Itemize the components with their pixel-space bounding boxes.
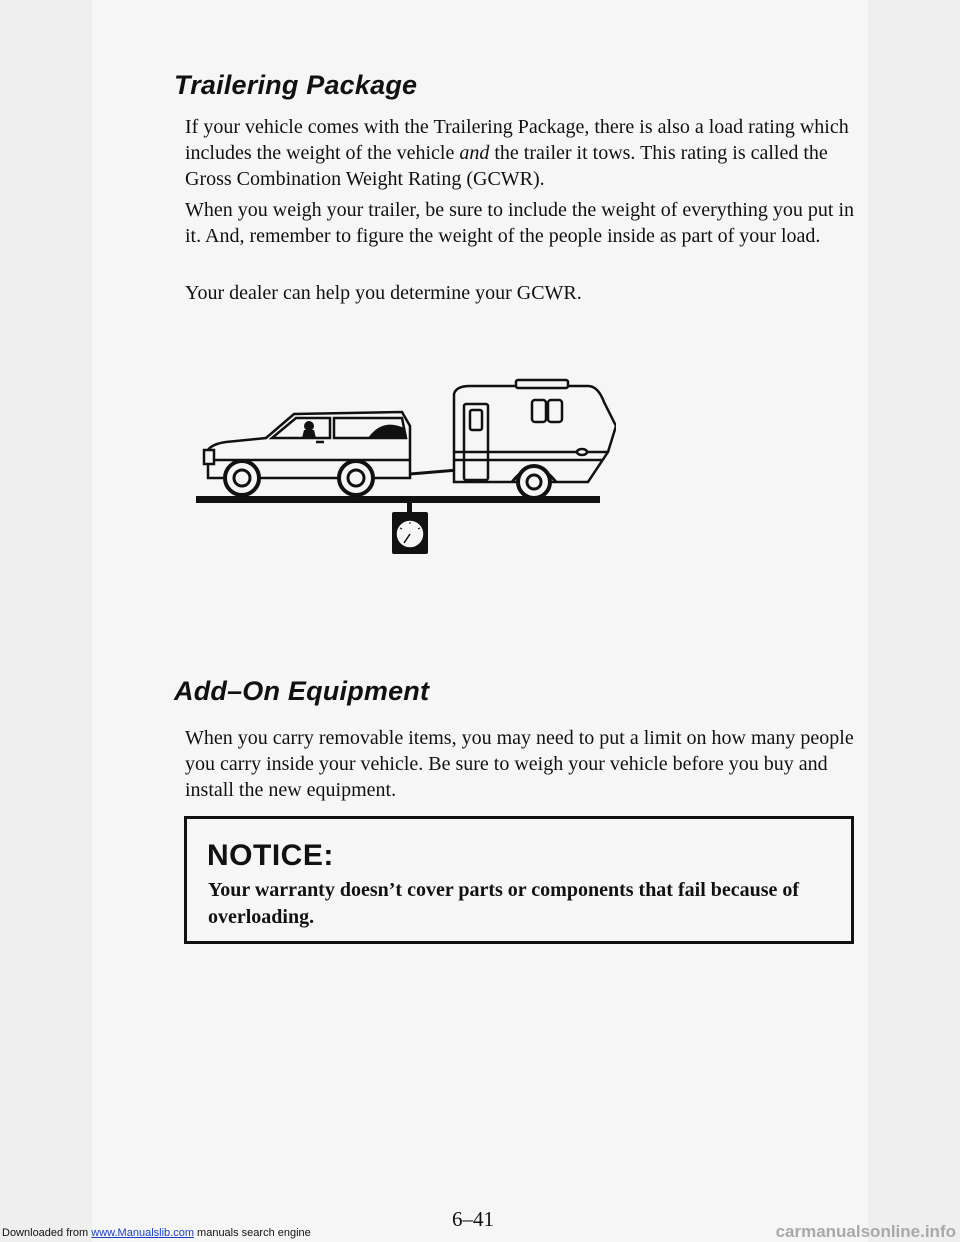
paragraph-emphasis: and bbox=[459, 142, 490, 164]
page-number: 6–41 bbox=[452, 1207, 494, 1231]
notice-box bbox=[184, 816, 854, 944]
notice-title: NOTICE: bbox=[207, 839, 334, 872]
section-heading-trailering-package: Trailering Package bbox=[174, 70, 418, 100]
section-heading-add-on-equipment: Add–On Equipment bbox=[174, 676, 430, 706]
footer-suffix: manuals search engine bbox=[193, 1227, 311, 1239]
download-footer bbox=[2, 1227, 311, 1239]
footer-prefix: Downloaded from bbox=[2, 1227, 92, 1239]
manualslib-link[interactable]: www.Manualslib.com bbox=[91, 1227, 194, 1239]
paragraph-dealer-help: Your dealer can help you determine your GCWR. bbox=[185, 282, 582, 304]
paragraph-text-after: the trailer it tows. This rating is called the Gross Combination Weight Rating (GCWR). bbox=[185, 142, 828, 190]
scale-dial-icon bbox=[392, 512, 428, 554]
trailer-hitch bbox=[410, 470, 458, 474]
notice-text: Your warranty doesn’t cover parts or components that fail because of overloading. bbox=[208, 879, 800, 928]
truck-trailer-scale-illustration bbox=[196, 378, 616, 588]
scale-post bbox=[407, 503, 412, 513]
paragraph-text-before: If your vehicle comes with the Trailering Package, there is also a load rating which includes the weight of the vehicle bbox=[185, 116, 849, 164]
paragraph-trailering-gcwr bbox=[185, 114, 855, 192]
watermark-text: carmanualsonline.info bbox=[775, 1222, 956, 1241]
paragraph-weigh-trailer: When you weigh your trailer, be sure to include the weight of everything you put in it. And, remember to figure the weight of the people inside as part of your load. bbox=[185, 199, 855, 247]
paragraph-add-on-equipment: When you carry removable items, you may need to put a limit on how many people you carry inside your vehicle. Be sure to weigh your vehicle before you buy and install the new equipment. bbox=[185, 727, 854, 801]
